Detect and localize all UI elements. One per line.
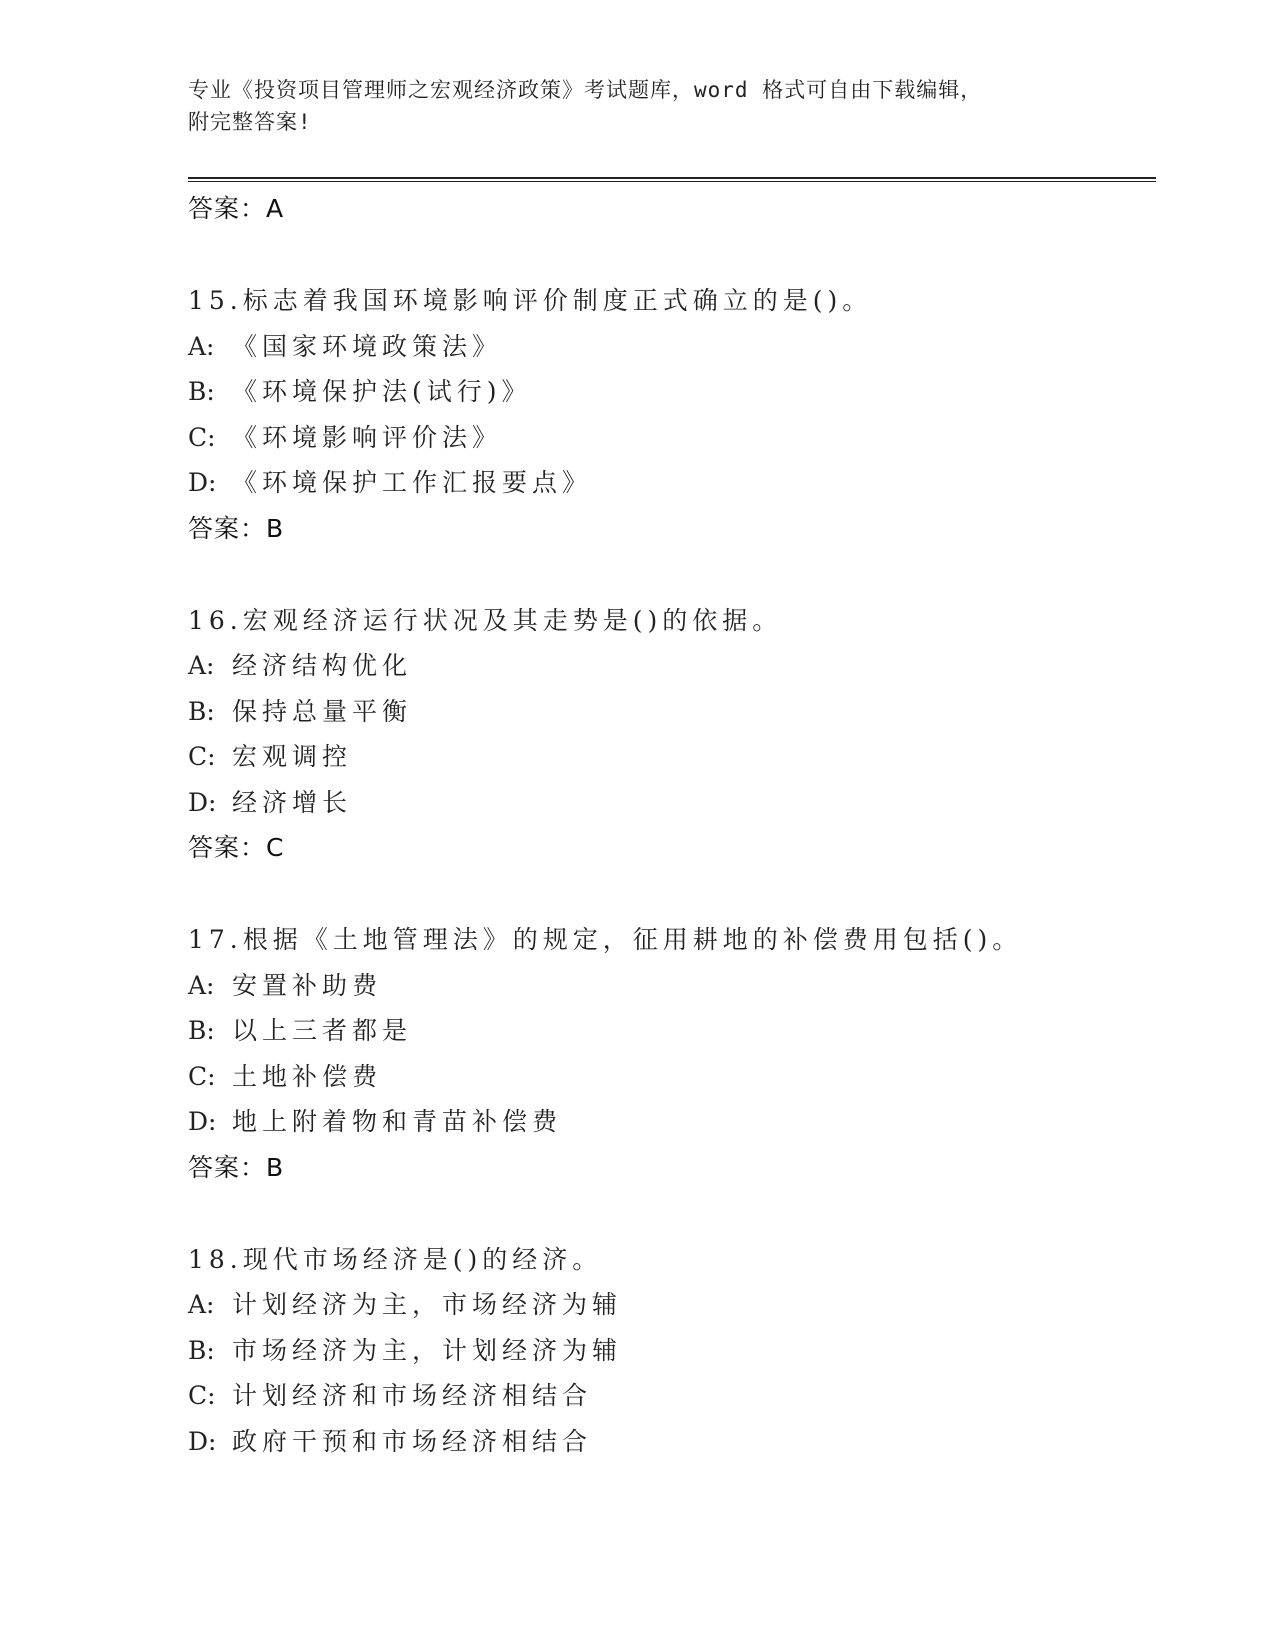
option-text: 《国家环境政策法》 [232,331,503,361]
option-letter: C: [188,1381,216,1410]
question-text: 15.标志着我国环境影响评价制度正式确立的是()。 [188,286,873,315]
option-text: 保持总量平衡 [232,696,413,726]
option-text: 以上三者都是 [232,1016,413,1045]
option-b [188,369,1148,415]
answer-line: 答案：C [188,833,285,862]
option-text: 《环境保护工作汇报要点》 [232,468,593,497]
question-text: 18.现代市场经济是()的经济。 [188,1244,603,1274]
option-a [188,1282,1148,1328]
option-d [188,780,1148,826]
option-text: 地上附着物和青苗补偿费 [232,1107,563,1136]
option-letter: B: [188,1016,215,1045]
option-b [188,689,1148,735]
option-letter: C: [188,742,216,771]
document-header [188,74,1068,138]
option-text: 宏观调控 [232,742,353,771]
answer-line: 答案：B [188,513,285,543]
question-list [188,186,1148,1464]
option-text: 土地补偿费 [232,1061,383,1091]
question-text: 16.宏观经济运行状况及其走势是()的依据。 [188,605,783,635]
option-letter: D: [188,468,217,497]
option-d [188,1099,1148,1145]
question-block [188,278,1148,551]
option-text: 计划经济为主，市场经济为辅 [232,1290,623,1319]
question-block [188,917,1148,1190]
option-letter: A: [188,970,215,1000]
option-text: 经济增长 [232,787,353,817]
option-letter: D: [188,1107,217,1136]
header-divider [188,177,1156,182]
option-d [188,460,1148,506]
question-block [188,1237,1148,1465]
answer-line: 答案：B [188,1152,285,1182]
option-letter: A: [188,331,215,361]
option-c [188,734,1148,780]
option-text: 《环境影响评价法》 [232,422,503,452]
header-line-1: 专业《投资项目管理师之宏观经济政策》考试题库，word 格式可自由下载编辑， [188,78,983,102]
option-letter: B: [188,1335,215,1365]
question-text: 17.根据《土地管理法》的规定，征用耕地的补偿费用包括()。 [188,925,1023,954]
option-letter: C: [188,422,216,452]
header-line-2: 附完整答案! [188,110,312,134]
option-b [188,1328,1148,1374]
option-text: 计划经济和市场经济相结合 [232,1381,593,1410]
option-c [188,415,1148,461]
option-b [188,1008,1148,1054]
option-letter: D: [188,787,217,817]
option-text: 《环境保护法(试行)》 [232,377,532,406]
option-text: 经济结构优化 [232,651,413,680]
question-block [188,598,1148,871]
option-a [188,324,1148,370]
option-letter: B: [188,377,215,406]
answer-line: 答案：A [188,194,285,223]
option-text: 安置补助费 [232,970,383,1000]
option-text: 政府干预和市场经济相结合 [232,1426,593,1456]
option-d [188,1419,1148,1465]
option-letter: B: [188,696,215,726]
option-a [188,643,1148,689]
option-c [188,1054,1148,1100]
option-letter: A: [188,1290,215,1319]
option-letter: C: [188,1061,216,1091]
option-letter: A: [188,651,215,680]
option-a [188,963,1148,1009]
option-letter: D: [188,1426,217,1456]
option-c [188,1373,1148,1419]
option-text: 市场经济为主，计划经济为辅 [232,1335,623,1365]
